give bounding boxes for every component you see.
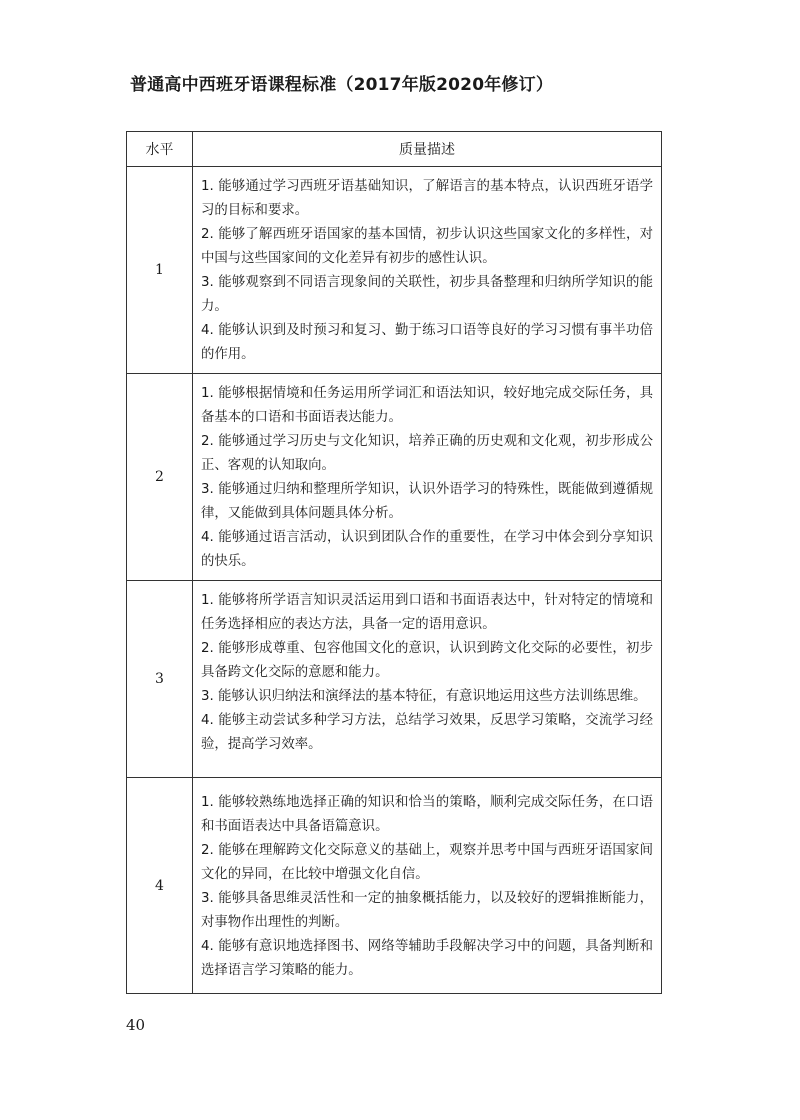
description-item: 4. 能够有意识地选择图书、网络等辅助手段解决学习中的问题，具备判断和选择语言学习策略的能力。 [201, 938, 653, 978]
description-item: 2. 能够在理解跨文化交际意义的基础上，观察并思考中国与西班牙语国家间文化的异同，在比较中增强文化自信。 [201, 842, 653, 882]
level-cell: 3 [127, 581, 193, 778]
table-header-row [127, 132, 662, 167]
table-row [127, 167, 662, 374]
column-header-level: 水平 [127, 132, 193, 167]
running-header: 普通高中西班牙语课程标准（2017年版2020年修订） [130, 75, 554, 95]
description-item: 1. 能够通过学习西班牙语基础知识，了解语言的基本特点，认识西班牙语学习的目标和要求。 [201, 179, 653, 218]
level-cell: 4 [127, 778, 193, 994]
description-item: 3. 能够具备思维灵活性和一定的抽象概括能力，以及较好的逻辑推断能力，对事物作出理性的判断。 [201, 890, 653, 930]
description-item: 4. 能够通过语言活动，认识到团队合作的重要性，在学习中体会到分享知识的快乐。 [201, 530, 653, 569]
description-item: 1. 能够将所学语言知识灵活运用到口语和书面语表达中，针对特定的情境和任务选择相应的表达方法，具备一定的语用意识。 [201, 593, 653, 632]
description-item: 1. 能够较熟练地选择正确的知识和恰当的策略，顺利完成交际任务，在口语和书面语表达中具备语篇意识。 [201, 794, 653, 834]
description-item: 3. 能够认识归纳法和演绎法的基本特征，有意识地运用这些方法训练思维。 [201, 689, 647, 704]
column-header-description: 质量描述 [193, 132, 662, 167]
description-item: 4. 能够认识到及时预习和复习、勤于练习口语等良好的学习习惯有事半功倍的作用。 [201, 323, 653, 362]
description-item: 2. 能够形成尊重、包容他国文化的意识，认识到跨文化交际的必要性，初步具备跨文化交际的意愿和能力。 [201, 641, 653, 680]
description-cell [193, 167, 662, 374]
description-cell [193, 581, 662, 778]
page-number: 40 [126, 1016, 146, 1034]
description-cell [193, 778, 662, 994]
table-row [127, 778, 662, 994]
description-item: 3. 能够通过归纳和整理所学知识，认识外语学习的特殊性，既能做到遵循规律，又能做到具体问题具体分析。 [201, 482, 653, 521]
description-item: 2. 能够通过学习历史与文化知识，培养正确的历史观和文化观，初步形成公正、客观的认知取向。 [201, 434, 653, 473]
description-item: 3. 能够观察到不同语言现象间的关联性，初步具备整理和归纳所学知识的能力。 [201, 275, 653, 314]
description-item: 4. 能够主动尝试多种学习方法，总结学习效果，反思学习策略，交流学习经验，提高学习效率。 [201, 713, 653, 752]
level-cell: 1 [127, 167, 193, 374]
description-item: 1. 能够根据情境和任务运用所学词汇和语法知识，较好地完成交际任务，具备基本的口语和书面语表达能力。 [201, 386, 653, 425]
quality-standards-table [126, 131, 662, 994]
table-row [127, 581, 662, 778]
description-item: 2. 能够了解西班牙语国家的基本国情，初步认识这些国家文化的多样性，对中国与这些国家间的文化差异有初步的感性认识。 [201, 227, 653, 266]
description-cell [193, 374, 662, 581]
table-row [127, 374, 662, 581]
level-cell: 2 [127, 374, 193, 581]
